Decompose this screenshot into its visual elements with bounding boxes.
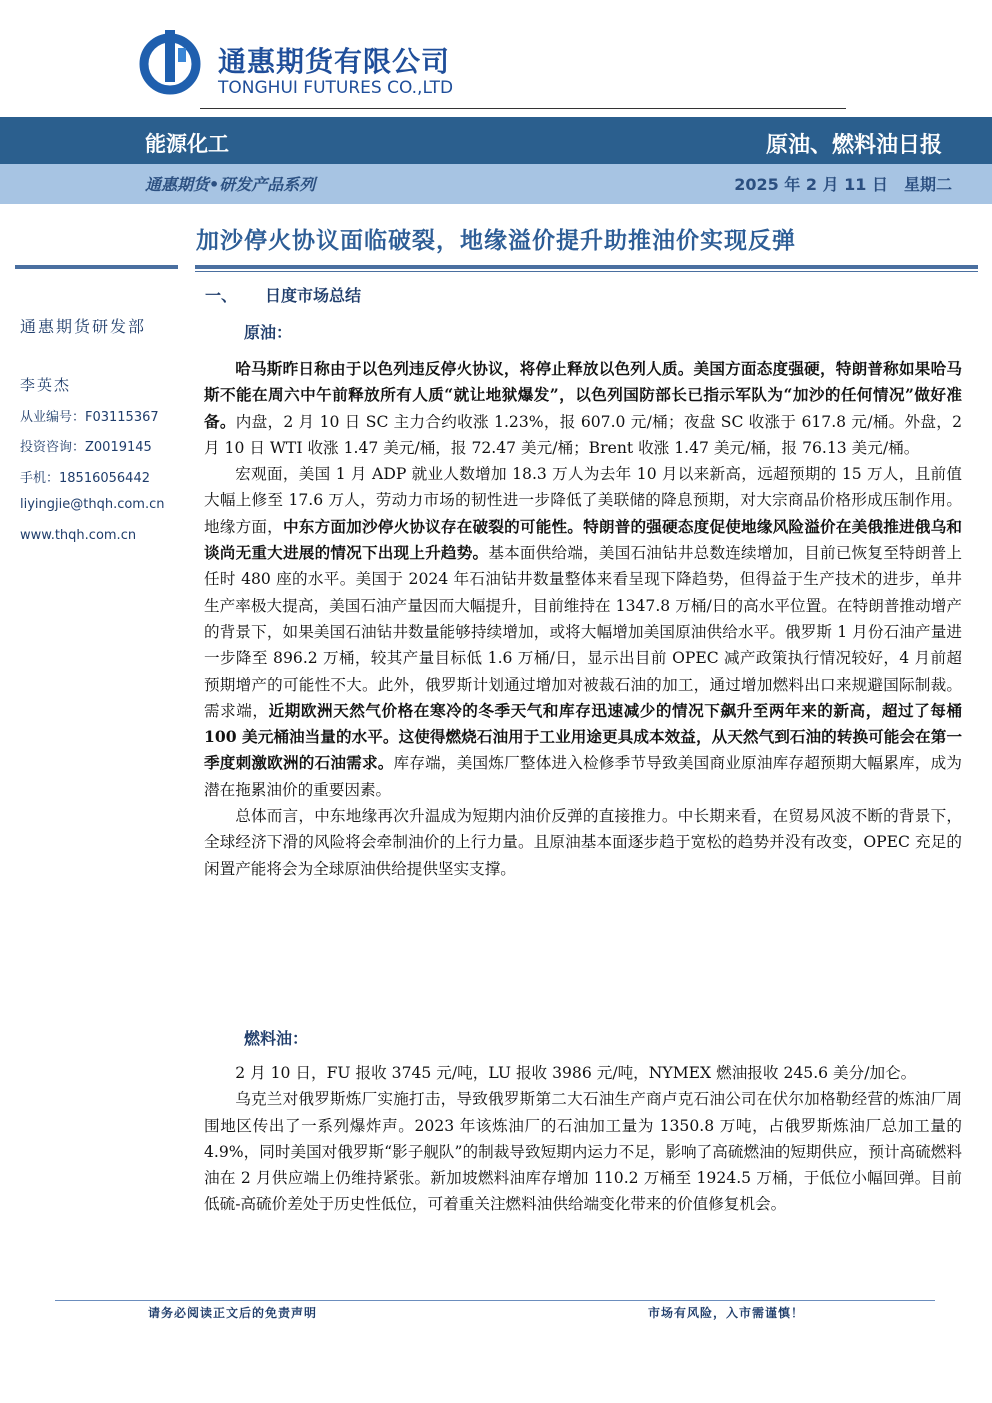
crude-p2-text-c: 库存端，美国炼厂整体进入检修季节导致美国商业原油库存超预期大幅累库，成为潜在拖累油价的重要因素。 — [204, 754, 962, 799]
section-number: 一、 — [205, 286, 238, 305]
sidebar-advisory: 投资咨询：Z0019145 — [20, 440, 152, 455]
report-title: 原油、燃料油日报 — [765, 133, 942, 158]
product-series: 通惠期货•研发产品系列 — [145, 175, 316, 194]
crude-paragraph-3: 总体而言，中东地缘再次升温成为短期内油价反弹的直接推力。中长期来看，在贸易风波不断的背景下，全球经济下滑的风险将会牵制油价的上行力量。且原油基本面逐步趋于宽松的趋势并没有改变，OPEC 充足的闲置产能将会为全球原油供给提供坚实支撑。 — [204, 807, 962, 878]
crude-paragraph-1 — [204, 356, 962, 461]
sidebar-rule — [15, 265, 178, 269]
crude-p2-bold-b: 近期欧洲天然气价格在寒冷的冬季天气和库存迅速减少的情况下飙升至两年来的新高，超过了每桶 100 美元桶油当量的水平。这使得燃烧石油用于工业用途更具成本效益，从天然气到石油的转换可能会在第一季度刺激欧洲的石油需求。 — [204, 700, 962, 773]
sidebar-email[interactable]: liyingjie@thqh.com.cn — [20, 497, 165, 512]
crude-p2-text-b: 基本面供给端，美国石油钻井总数连续增加，目前已恢复至特朗普上任时 480 座的水平。美国于 2024 年石油钻井数量整体来看呈现下降趋势，但得益于生产技术的进步，单井生产率极大提高，美国石油产量因而大幅提升，目前维持在 1347.8 万桶/日的高水平位置。在特朗普推动增产的背景下，如果美国石油钻井数量能够持续增加，或将大幅增加美国原油供给水平。俄罗斯 1 月份石油产量进一步降至 896.2 万桶，较其产量目标低 1.6 万桶/日，显示出目前 OPEC 减产政策执行情况较好，4 月前超预期增产的可能性不大。此外，俄罗斯计划通过增加对被裁石油的加工，通过增加燃料出口来规避国际制裁。需求端， — [204, 544, 962, 720]
crude-body — [204, 356, 962, 882]
section-title: 日度市场总结 — [265, 286, 362, 305]
sidebar-analyst: 李英杰 — [20, 376, 72, 394]
sidebar-website[interactable]: www.thqh.com.cn — [20, 528, 137, 543]
crude-p2-text-a: 宏观面，美国 1 月 ADP 就业人数增加 18.3 万人为去年 10 月以来新高，远超预期的 15 万人，且前值大幅上修至 17.6 万人，劳动力市场的韧性进一步降低了美联储的降息预期，对大宗商品价格形成压制作用。地缘方面， — [204, 465, 962, 536]
company-logo-icon — [138, 28, 202, 98]
crude-p1-bold: 哈马斯昨日称由于以色列违反停火协议，将停止释放以色列人质。美国方面态度强硬，特朗普称如果哈马斯不能在周六中午前释放所有人质“就让地狱爆发”，以色列国防部长已指示军队为“加沙的任何情况”做好准备。 — [204, 359, 962, 431]
crude-p2-bold-a: 中东方面加沙停火协议存在破裂的可能性。特朗普的强硬态度促使地缘风险溢价在美俄推进俄乌和谈尚无重大进展的情况下出现上升趋势。 — [204, 516, 962, 563]
company-name-en: TONGHUI FUTURES CO.,LTD — [218, 78, 454, 98]
crude-paragraph-2 — [204, 461, 962, 803]
footer-divider — [55, 1300, 935, 1301]
fuel-paragraph-2: 乌克兰对俄罗斯炼厂实施打击，导致俄罗斯第二大石油生产商卢克石油公司在伏尔加格勒经营的炼油厂周围地区传出了一系列爆炸声。2023 年该炼油厂的石油加工量为 1350.8 万吨，占俄罗斯炼油厂总加工量的 4.9%，同时美国对俄罗斯“影子舰队”的制裁导致短期内运力不足，影响了高硫燃油的短期供应，预计高硫燃料油在 2 月供应端上仍维持紧张。新加坡燃料油库存增加 110.2 万桶至 1924.5 万桶，于低位小幅回弹。目前低硫-高硫价差处于历史性低位，可着重关注燃料油供给端变化带来的价值修复机会。 — [204, 1090, 962, 1214]
logo-divider — [200, 108, 846, 109]
crude-p1-text: 内盘，2 月 10 日 SC 主力合约收涨 1.23%，报 607.0 元/桶；夜盘 SC 收涨于 617.8 元/桶。外盘，2 月 10 日 WTI 收涨 1.47 美元/桶，报 72.47 美元/桶；Brent 收涨 1.47 美元/桶，报 76.13 美元/桶。 — [204, 412, 962, 457]
footer-disclaimer: 请务必阅读正文后的免责声明 — [148, 1306, 318, 1320]
sidebar-dept: 通惠期货研发部 — [20, 317, 147, 336]
report-date: 2025 年 2 月 11 日 星期二 — [734, 175, 952, 194]
company-name-cn: 通惠期货有限公司 — [218, 45, 451, 78]
report-category: 能源化工 — [145, 132, 229, 156]
sidebar-phone: 手机：18516056442 — [20, 471, 150, 486]
fuel-heading: 燃料油： — [244, 1029, 309, 1048]
headline: 加沙停火协议面临破裂，地缘溢价提升助推油价实现反弹 — [196, 228, 796, 254]
footer-risk-notice: 市场有风险，入市需谨慎！ — [648, 1306, 805, 1320]
headline-rule — [195, 265, 978, 269]
fuel-paragraph-1: 2 月 10 日，FU 报收 3745 元/吨，LU 报收 3986 元/吨，NYMEX 燃油报收 245.6 美分/加仑。 — [235, 1064, 917, 1082]
sidebar-license: 从业编号：F03115367 — [20, 410, 159, 425]
fuel-body — [204, 1060, 962, 1218]
crude-heading: 原油： — [244, 323, 293, 342]
headline-rule-thin — [195, 271, 978, 272]
